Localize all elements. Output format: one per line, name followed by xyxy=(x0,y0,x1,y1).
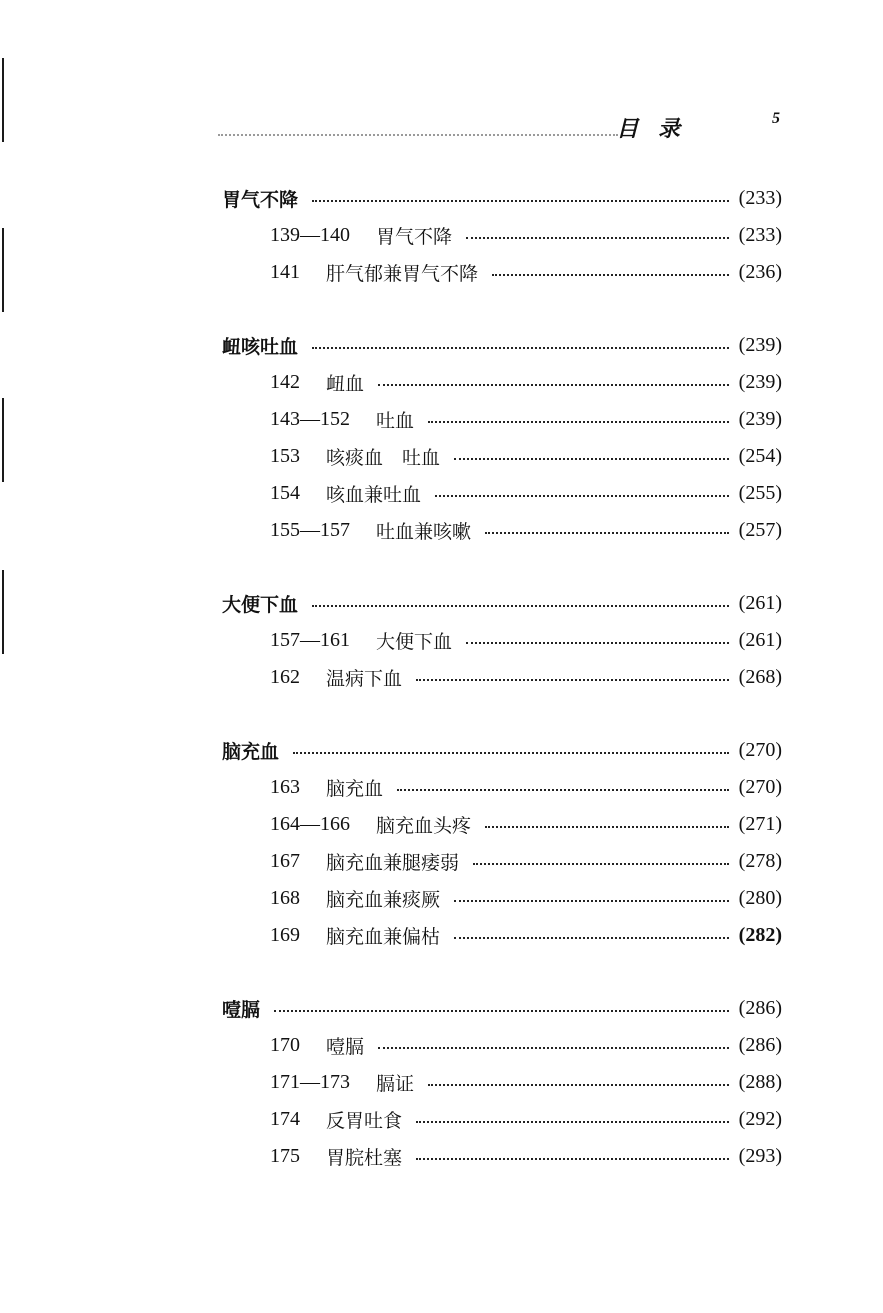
entry-label: 反胃吐食 xyxy=(326,1110,403,1132)
entry-label: 咳痰血 吐血 xyxy=(326,447,441,469)
entry-number: 141 xyxy=(270,261,300,283)
page-ref: (257) xyxy=(738,519,782,541)
entry-label: 膈证 xyxy=(376,1073,415,1095)
toc-section-heading[interactable] xyxy=(222,180,782,217)
entry-number: 157—161 xyxy=(270,629,350,651)
entry-label: 脑充血头疼 xyxy=(376,815,472,837)
page-ref: (292) xyxy=(738,1108,782,1130)
dot-leader xyxy=(492,274,729,276)
toc-entry[interactable] xyxy=(270,475,782,512)
entry-label: 噎膈 xyxy=(326,1036,365,1058)
toc-entry[interactable] xyxy=(270,917,782,954)
entry-label: 咳血兼吐血 xyxy=(326,484,422,506)
page-ref: (288) xyxy=(738,1071,782,1093)
entry-label: 脑充血 xyxy=(326,778,384,800)
entry-number: 168 xyxy=(270,887,300,909)
dot-leader xyxy=(485,826,729,828)
entry-number: 167 xyxy=(270,850,300,872)
entry-number: 162 xyxy=(270,666,300,688)
entry-label: 吐血兼咳嗽 xyxy=(376,521,472,543)
section-title: 脑充血 xyxy=(222,741,280,763)
entry-number: 169 xyxy=(270,924,300,946)
entry-label: 大便下血 xyxy=(376,631,453,653)
toc-entry[interactable] xyxy=(270,880,782,917)
dot-leader xyxy=(428,1084,729,1086)
page-ref: (278) xyxy=(738,850,782,872)
page-ref: (233) xyxy=(738,224,782,246)
toc-section xyxy=(0,990,883,1175)
page-ref: (270) xyxy=(738,739,782,761)
dot-leader xyxy=(378,384,729,386)
toc-entry[interactable] xyxy=(270,401,782,438)
page-ref: (280) xyxy=(738,887,782,909)
entry-number: 175 xyxy=(270,1145,300,1167)
page-ref: (239) xyxy=(738,408,782,430)
dot-leader xyxy=(454,900,729,902)
entry-number: 170 xyxy=(270,1034,300,1056)
toc-entry[interactable] xyxy=(270,622,782,659)
toc-entry[interactable] xyxy=(270,806,782,843)
page-ref: (239) xyxy=(738,334,782,356)
dot-leader xyxy=(485,532,729,534)
toc-entry[interactable] xyxy=(270,217,782,254)
section-title: 衄咳吐血 xyxy=(222,336,299,358)
toc-entry[interactable] xyxy=(270,438,782,475)
entry-label: 胃脘杜塞 xyxy=(326,1147,403,1169)
toc-entry[interactable] xyxy=(270,659,782,696)
page-ref: (236) xyxy=(738,261,782,283)
entry-label: 脑充血兼偏枯 xyxy=(326,926,441,948)
dot-leader xyxy=(378,1047,729,1049)
page-ref: (286) xyxy=(738,997,782,1019)
page-ref: (233) xyxy=(738,187,782,209)
page-number: 5 xyxy=(772,110,780,127)
toc-section xyxy=(0,732,883,954)
section-title: 大便下血 xyxy=(222,594,299,616)
entry-number: 139—140 xyxy=(270,224,350,246)
table-of-contents xyxy=(0,180,883,1211)
toc-section-heading[interactable] xyxy=(222,585,782,622)
entry-label: 胃气不降 xyxy=(376,226,453,248)
toc-section-heading[interactable] xyxy=(222,732,782,769)
entry-number: 142 xyxy=(270,371,300,393)
dot-leader xyxy=(466,642,729,644)
toc-entry[interactable] xyxy=(270,843,782,880)
toc-section xyxy=(0,180,883,291)
dot-leader xyxy=(416,679,729,681)
section-title: 胃气不降 xyxy=(222,189,299,211)
toc-entry[interactable] xyxy=(270,1027,782,1064)
entry-label: 衄血 xyxy=(326,373,365,395)
entry-number: 143—152 xyxy=(270,408,350,430)
entry-label: 吐血 xyxy=(376,410,415,432)
page-ref: (261) xyxy=(738,629,782,651)
dot-leader xyxy=(274,1010,729,1012)
page-header xyxy=(210,108,790,144)
dot-leader xyxy=(428,421,729,423)
header-rule xyxy=(218,134,618,136)
toc-entry[interactable] xyxy=(270,254,782,291)
dot-leader xyxy=(312,605,729,607)
entry-label: 温病下血 xyxy=(326,668,403,690)
toc-section-heading[interactable] xyxy=(222,990,782,1027)
page-title: 目 录 xyxy=(616,117,686,142)
page-ref: (254) xyxy=(738,445,782,467)
toc-entry[interactable] xyxy=(270,1138,782,1175)
toc-entry[interactable] xyxy=(270,512,782,549)
toc-entry[interactable] xyxy=(270,769,782,806)
page-ref: (261) xyxy=(738,592,782,614)
page-ref: (286) xyxy=(738,1034,782,1056)
entry-number: 154 xyxy=(270,482,300,504)
dot-leader xyxy=(397,789,729,791)
entry-label: 脑充血兼痰厥 xyxy=(326,889,441,911)
page-ref: (268) xyxy=(738,666,782,688)
dot-leader xyxy=(416,1158,729,1160)
toc-section xyxy=(0,327,883,549)
section-title: 噎膈 xyxy=(222,999,261,1021)
dot-leader xyxy=(312,347,729,349)
page-ref: (271) xyxy=(738,813,782,835)
entry-number: 163 xyxy=(270,776,300,798)
dot-leader xyxy=(293,752,729,754)
page-ref: (255) xyxy=(738,482,782,504)
page-ref: (239) xyxy=(738,371,782,393)
page-ref: (282) xyxy=(738,924,782,946)
margin-line xyxy=(2,58,4,142)
dot-leader xyxy=(454,458,729,460)
entry-number: 174 xyxy=(270,1108,300,1130)
page-ref: (293) xyxy=(738,1145,782,1167)
dot-leader xyxy=(454,937,729,939)
entry-number: 164—166 xyxy=(270,813,350,835)
entry-label: 脑充血兼腿痿弱 xyxy=(326,852,460,874)
entry-label: 肝气郁兼胃气不降 xyxy=(326,263,479,285)
dot-leader xyxy=(435,495,729,497)
entry-number: 155—157 xyxy=(270,519,350,541)
page-ref: (270) xyxy=(738,776,782,798)
dot-leader xyxy=(466,237,729,239)
dot-leader xyxy=(473,863,729,865)
toc-entry[interactable] xyxy=(270,1064,782,1101)
toc-section xyxy=(0,585,883,696)
toc-entry[interactable] xyxy=(270,364,782,401)
entry-number: 171—173 xyxy=(270,1071,350,1093)
entry-number: 153 xyxy=(270,445,300,467)
toc-entry[interactable] xyxy=(270,1101,782,1138)
toc-section-heading[interactable] xyxy=(222,327,782,364)
dot-leader xyxy=(416,1121,729,1123)
dot-leader xyxy=(312,200,729,202)
